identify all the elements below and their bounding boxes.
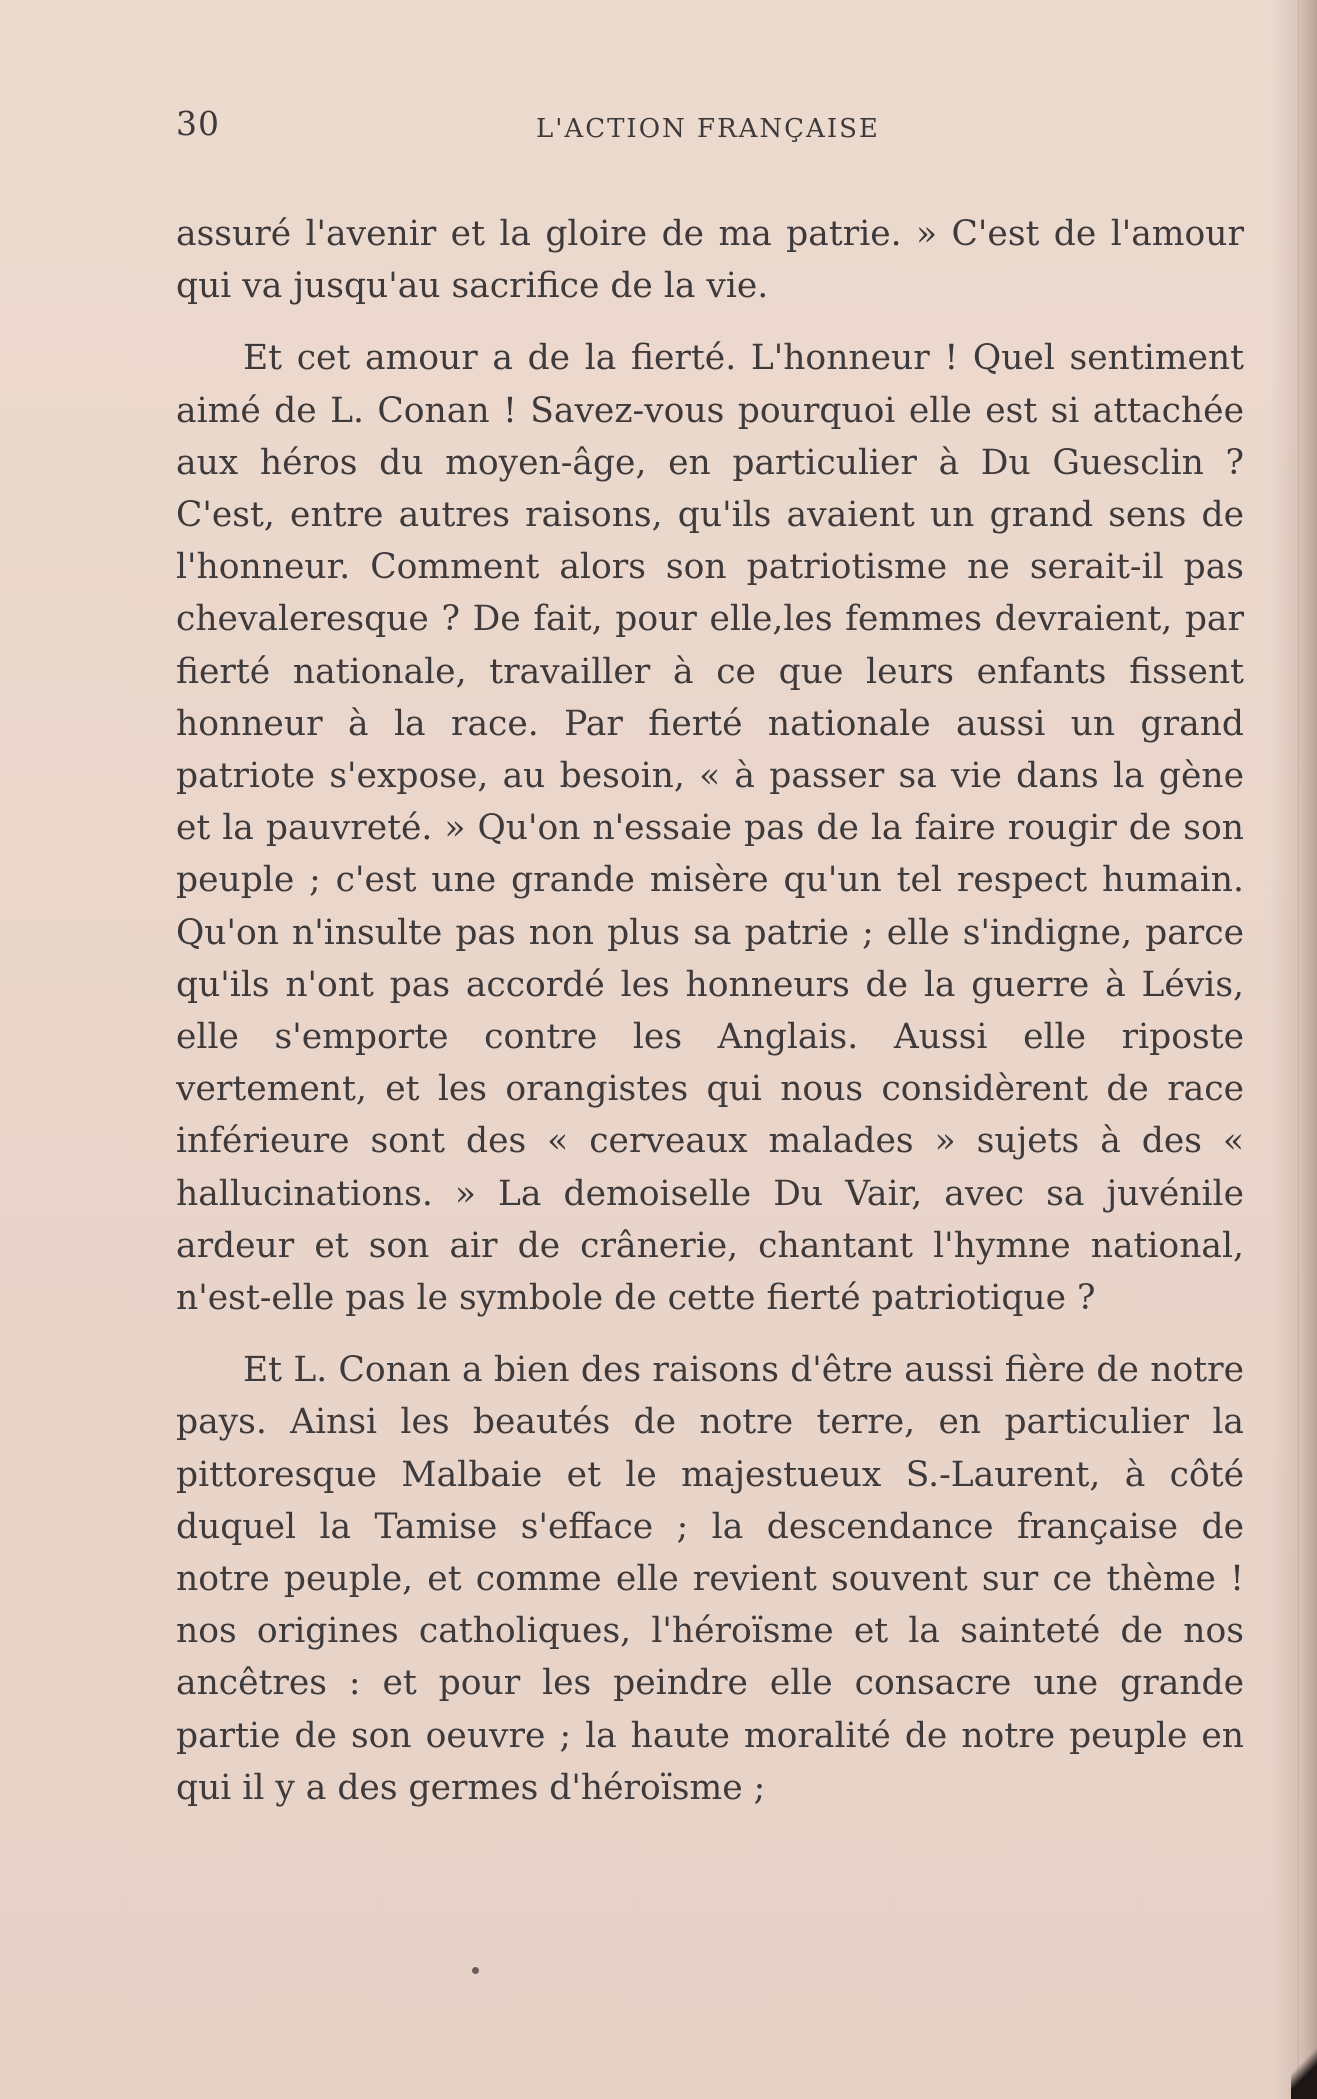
page-number: 30 [176, 104, 220, 143]
ink-speck [472, 1967, 479, 1974]
paragraph-continuation: assuré l'avenir et la gloire de ma patrie. » C'est de l'amour qui va jusqu'au sacrifice de la vie. [176, 214, 1244, 307]
paragraph-fierte: Et cet amour a de la fierté. L'honneur ! Quel sentiment aimé de L. Conan ! Savez-vous pourquoi elle est si attachée aux héros du moyen-âge, en particulier à Du Guesclin ? C'est, entre autres raisons, qu'ils avaient un grand sens de l'honneur. Comment alors son patriotisme ne serait-il pas chevaleresque ? De fait, pour elle,les femmes devraient, par fierté nationale, travailler à ce que leurs enfants fissent honneur à la race. Par fierté nationale aussi un grand patriote s'expose, au besoin, « à passer sa vie dans la gène et la pauvreté. » Qu'on n'essaie pas de la faire rougir de son peuple ; c'est une grande misère qu'un tel respect humain. Qu'on n'insulte pas non plus sa patrie ; elle s'indigne, parce qu'ils n'ont pas accordé les honneurs de la guerre à Lévis, elle s'emporte contre les Anglais. Aussi elle riposte vertement, et les orangistes qui nous considèrent de race inférieure sont des « cerveaux malades » sujets à des « hallucinations. » La demoiselle Du Vair, avec sa juvénile ardeur et son air de crânerie, chantant l'hymne national, n'est-elle pas le symbole de cette fierté patriotique ? [176, 338, 1244, 1319]
paragraph-raisons: Et L. Conan a bien des raisons d'être aussi fière de notre pays. Ainsi les beautés de notre terre, en particulier la pittoresque Malbaie et le majestueux S.-Laurent, à côté duquel la Tamise s'efface ; la descendance française de notre peuple, et comme elle revient souvent sur ce thème ! nos origines catholiques, l'héroïsme et la sainteté de nos ancêtres : et pour les peindre elle consacre une grande partie de son oeuvre ; la haute moralité de notre peuple en qui il y a des germes d'héroïsme ; [176, 1350, 1244, 1808]
corner-shadow [1291, 2039, 1317, 2099]
page-header [176, 104, 1246, 154]
page-edge [1298, 0, 1317, 2099]
running-title: L'ACTION FRANÇAISE [536, 114, 880, 144]
body-text [176, 208, 1244, 1814]
